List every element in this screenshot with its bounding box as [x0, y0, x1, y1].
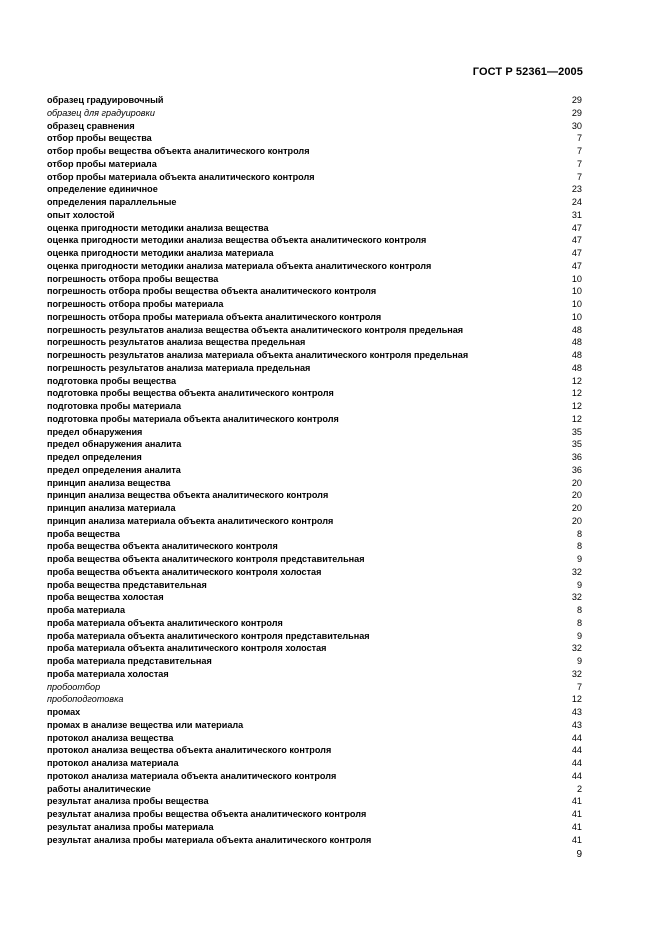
index-term: образец сравнения	[47, 120, 135, 131]
index-entry	[47, 617, 582, 630]
index-page-ref: 31	[571, 209, 582, 220]
index-term: проба вещества представительная	[47, 579, 207, 590]
index-entry	[47, 94, 582, 107]
index-entry	[47, 158, 582, 171]
index-term: проба материала объекта аналитического контроля	[47, 617, 283, 628]
index-term: проба вещества объекта аналитического контроля	[47, 541, 278, 552]
index-term: погрешность отбора пробы материала	[47, 299, 224, 309]
index-term: подготовка пробы материала	[47, 401, 182, 411]
index-term: предел определения аналита	[47, 464, 181, 475]
index-entry	[47, 426, 582, 439]
index-entry	[47, 285, 582, 298]
index-page-ref: 47	[571, 260, 582, 271]
index-entry	[47, 770, 582, 783]
index-page-ref: 9	[576, 630, 582, 641]
index-page-ref: 7	[576, 681, 582, 692]
index-term: проба вещества объекта аналитического контроля представительная	[47, 554, 365, 564]
index-entry	[47, 553, 582, 566]
index-term: погрешность результатов анализа материала предельная	[47, 362, 311, 373]
index-page-ref: 36	[571, 452, 582, 462]
index-page-ref: 35	[571, 439, 582, 450]
index-entry	[47, 566, 582, 579]
index-page-ref: 9	[576, 554, 582, 564]
index-entry	[47, 668, 582, 681]
alphabetical-index	[47, 94, 582, 846]
index-term: работы аналитические	[47, 783, 151, 794]
index-page-ref: 9	[576, 579, 582, 590]
index-entry	[47, 808, 582, 821]
index-page-ref: 43	[571, 707, 582, 717]
index-page-ref: 48	[571, 350, 582, 360]
index-term: определение единичное	[47, 184, 158, 195]
index-page-ref: 48	[571, 337, 582, 348]
index-page-ref: 12	[571, 401, 582, 411]
index-entry	[47, 451, 582, 464]
index-page-ref: 36	[571, 464, 582, 475]
index-entry	[47, 362, 582, 375]
index-term: погрешность отбора пробы материала объекта аналитического контроля	[47, 311, 382, 322]
index-term: подготовка пробы материала объекта аналитического контроля	[47, 413, 339, 424]
index-term: подготовка пробы вещества	[47, 375, 176, 386]
index-term: отбор пробы вещества	[47, 133, 152, 144]
index-page-ref: 44	[571, 732, 582, 743]
index-term: проба вещества объекта аналитического контроля холостая	[47, 566, 322, 577]
index-term: определения параллельные	[47, 197, 177, 207]
index-page-ref: 41	[571, 809, 582, 819]
index-entry	[47, 273, 582, 286]
index-entry	[47, 732, 582, 745]
page-number: 9	[576, 849, 582, 860]
index-term: оценка пригодности методики анализа вещества	[47, 222, 269, 233]
index-term: подготовка пробы вещества объекта аналитического контроля	[47, 388, 334, 399]
index-term: проба вещества	[47, 528, 120, 539]
index-term: отбор пробы материала объекта аналитического контроля	[47, 171, 315, 182]
index-page-ref: 20	[571, 490, 582, 501]
index-entry	[47, 120, 582, 133]
index-page-ref: 29	[571, 107, 582, 118]
index-page-ref: 20	[571, 515, 582, 526]
index-entry	[47, 311, 582, 324]
index-page-ref: 10	[571, 286, 582, 297]
index-entry	[47, 540, 582, 553]
index-entry	[47, 757, 582, 770]
index-page-ref: 7	[576, 171, 582, 182]
index-term: проба материала	[47, 605, 126, 615]
index-term: отбор пробы вещества объекта аналитического контроля	[47, 146, 310, 156]
index-page-ref: 9	[576, 656, 582, 666]
index-term: промах	[47, 707, 81, 717]
index-entry	[47, 642, 582, 655]
index-entry	[47, 324, 582, 337]
index-entry	[47, 681, 582, 694]
index-page-ref: 29	[571, 95, 582, 105]
index-term: принцип анализа материала	[47, 503, 176, 513]
index-page-ref: 41	[571, 834, 582, 845]
index-term: образец для градуировки	[47, 107, 155, 118]
index-entry	[47, 502, 582, 515]
index-entry	[47, 196, 582, 209]
index-page-ref: 23	[571, 184, 582, 195]
index-term: проба вещества холостая	[47, 592, 164, 603]
index-page-ref: 44	[571, 758, 582, 768]
index-page-ref: 7	[576, 133, 582, 144]
index-entry	[47, 260, 582, 273]
index-page-ref: 20	[571, 477, 582, 488]
index-page-ref: 12	[571, 413, 582, 424]
index-term: промах в анализе вещества или материала	[47, 719, 244, 730]
index-page-ref: 8	[576, 541, 582, 552]
index-page-ref: 10	[571, 311, 582, 322]
index-term: предел определения	[47, 452, 142, 462]
index-entry	[47, 183, 582, 196]
index-entry	[47, 744, 582, 757]
index-term: проба материала объекта аналитического контроля холостая	[47, 643, 327, 654]
index-entry	[47, 400, 582, 413]
index-term: принцип анализа вещества объекта аналитического контроля	[47, 490, 329, 501]
index-entry	[47, 795, 582, 808]
index-page-ref: 7	[576, 158, 582, 169]
index-term: протокол анализа вещества объекта аналитического контроля	[47, 745, 332, 756]
index-term: результат анализа пробы материала	[47, 821, 214, 832]
index-page-ref: 12	[571, 694, 582, 705]
index-term: оценка пригодности методики анализа вещества объекта аналитического контроля	[47, 235, 427, 246]
index-term: принцип анализа материала объекта аналитического контроля	[47, 515, 334, 526]
index-term: принцип анализа вещества	[47, 477, 171, 488]
index-page-ref: 7	[576, 146, 582, 156]
index-page-ref: 32	[571, 566, 582, 577]
index-entry	[47, 604, 582, 617]
index-entry	[47, 489, 582, 502]
index-term: проба материала представительная	[47, 656, 212, 666]
index-page-ref: 8	[576, 617, 582, 628]
index-page-ref: 32	[571, 592, 582, 603]
index-entry	[47, 247, 582, 260]
index-page-ref: 32	[571, 668, 582, 679]
index-page-ref: 48	[571, 362, 582, 373]
index-page-ref: 41	[571, 796, 582, 807]
index-term: оценка пригодности методики анализа материала объекта аналитического контроля	[47, 260, 432, 271]
index-page-ref: 44	[571, 770, 582, 781]
index-entry	[47, 477, 582, 490]
index-term: проба материала объекта аналитического контроля представительная	[47, 630, 370, 641]
index-term: погрешность отбора пробы вещества	[47, 273, 219, 284]
index-entry	[47, 375, 582, 388]
index-entry	[47, 630, 582, 643]
index-page-ref: 44	[571, 745, 582, 756]
index-page-ref: 10	[571, 273, 582, 284]
index-entry	[47, 591, 582, 604]
index-term: образец градуировочный	[47, 95, 164, 105]
index-page-ref: 32	[571, 643, 582, 654]
index-entry	[47, 107, 582, 120]
index-entry	[47, 413, 582, 426]
index-term: погрешность отбора пробы вещества объекта аналитического контроля	[47, 286, 377, 297]
index-entry	[47, 693, 582, 706]
index-page-ref: 47	[571, 235, 582, 246]
index-page-ref: 30	[571, 120, 582, 131]
index-entry	[47, 719, 582, 732]
index-entry	[47, 706, 582, 719]
index-entry	[47, 171, 582, 184]
index-entry	[47, 464, 582, 477]
index-entry	[47, 336, 582, 349]
index-page-ref: 47	[571, 248, 582, 258]
index-entry	[47, 579, 582, 592]
index-term: отбор пробы материала	[47, 158, 157, 169]
index-entry	[47, 298, 582, 311]
index-entry	[47, 528, 582, 541]
index-page-ref: 24	[571, 197, 582, 207]
document-header: ГОСТ Р 52361—2005	[472, 66, 583, 78]
index-term: погрешность результатов анализа вещества объекта аналитического контроля предельная	[47, 324, 464, 335]
index-page-ref: 12	[571, 375, 582, 386]
index-entry	[47, 387, 582, 400]
index-page-ref: 8	[576, 605, 582, 615]
index-entry	[47, 783, 582, 796]
index-page-ref: 10	[571, 299, 582, 309]
index-term: результат анализа пробы вещества	[47, 796, 209, 807]
index-entry	[47, 438, 582, 451]
index-term: протокол анализа вещества	[47, 732, 174, 743]
index-term: оценка пригодности методики анализа материала	[47, 248, 274, 258]
index-page-ref: 47	[571, 222, 582, 233]
index-entry	[47, 234, 582, 247]
index-page-ref: 2	[576, 783, 582, 794]
index-term: проба материала холостая	[47, 668, 169, 679]
index-entry	[47, 821, 582, 834]
index-term: пробоподготовка	[47, 694, 124, 705]
index-entry	[47, 349, 582, 362]
index-term: результат анализа пробы вещества объекта аналитического контроля	[47, 809, 367, 819]
index-term: протокол анализа материала объекта аналитического контроля	[47, 770, 337, 781]
index-term: пробоотбор	[47, 681, 101, 692]
index-entry	[47, 834, 582, 847]
index-term: предел обнаружения аналита	[47, 439, 182, 450]
index-page-ref: 8	[576, 528, 582, 539]
index-term: опыт холостой	[47, 209, 115, 220]
index-term: результат анализа пробы материала объекта аналитического контроля	[47, 834, 372, 845]
index-page-ref: 43	[571, 719, 582, 730]
index-entry	[47, 655, 582, 668]
index-term: протокол анализа материала	[47, 758, 179, 768]
index-term: погрешность результатов анализа вещества предельная	[47, 337, 306, 348]
index-term: погрешность результатов анализа материала объекта аналитического контроля предельная	[47, 350, 469, 360]
index-entry	[47, 209, 582, 222]
index-page-ref: 48	[571, 324, 582, 335]
index-page-ref: 41	[571, 821, 582, 832]
index-entry	[47, 222, 582, 235]
index-entry	[47, 132, 582, 145]
index-entry	[47, 145, 582, 158]
index-entry	[47, 515, 582, 528]
index-page-ref: 12	[571, 388, 582, 399]
index-page-ref: 20	[571, 503, 582, 513]
index-term: предел обнаружения	[47, 426, 143, 437]
index-page-ref: 35	[571, 426, 582, 437]
